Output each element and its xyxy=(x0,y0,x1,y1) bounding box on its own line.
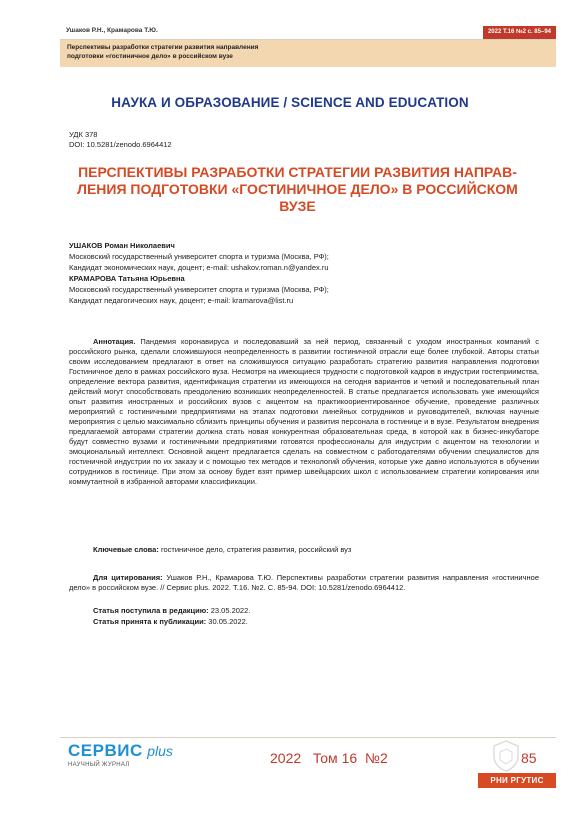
author-degree-email: Кандидат экономических наук, доцент; e-mail: ushakov.roman.n@yandex.ru xyxy=(69,263,329,272)
abstract xyxy=(69,337,539,487)
author-affiliation: Московский государственный университет спорта и туризма (Москва, РФ); xyxy=(69,252,329,261)
keywords-text: гостиничное дело, стратегия развития, российский вуз xyxy=(158,545,352,554)
udk-code: УДК 378 xyxy=(69,130,98,139)
header-authors: Ушаков Р.Н., Крамарова Т.Ю. xyxy=(66,27,158,34)
identifiers xyxy=(69,130,172,150)
citation-label: Для цитирования: xyxy=(93,573,163,582)
abstract-text: Пандемия коронавируса и последовавший за ней период, связанный с уходом иностранных компаний с российского рынка, сделали сложившуюся неопределенность в развитии гостиничной отрасли еще более глубокой. Авторы статьи своим исследованием предлагают в ответ на сложившуюся ситуацию разработать стратегию развития направления подготовки Гостиничное дело в рамках российского вуза. Несмотря на имеющиеся трудности с подготовкой кадров в индустрии гостеприимства, определение вектора развития, идентификация стратегии из имеющихся на сегодня вариантов и четкий и последовательный план действий могут способствовать преодолению возникших неопределенностей. В статье предлагается использовать уже имеющийся опыт развития иностранных и российских вузов с акцентом на практикоориентированное обучение, проведение различных мероприятий с гостиничными предприятиями на этапах подготовки линейных сотрудников и руководителей, включая научные мероприятия с целью максимально сблизить принципы обучения и развития персонала в гостинице и в вузе. Результатом внедрения предлагаемой авторами стратегии должна стать новая конкурентная образовательная среда, в которой как в бизнес-инкубаторе будут совместно вузами и гостиничными предприятиями готовятся профессионалы для индустрии с акцентом на технологии и эмоциональный интеллект. Основной акцент предлагается сделать на совместном с работодателями обучении специалистов для гостиничной индустрии по их заказу и с помощью тех методов и технологий обучения, которые уже давно используются в обучении сотрудников в гостинице. При этом за основу будет взят пример швейцарских школ с использованием стратегии копирования или коммутантной в избранной авторами классификации. xyxy=(69,337,539,486)
publisher-badge: РНИ РГУТИС xyxy=(478,773,556,788)
accepted-label: Статья принята к публикации: xyxy=(93,617,207,626)
running-title-line-1: Перспективы разработки стратегии развития направления xyxy=(67,44,259,51)
received-label: Статья поступила в редакцию: xyxy=(93,606,209,615)
logo-brand: СЕРВИС xyxy=(68,741,143,760)
footer-divider xyxy=(60,737,556,738)
footer-issue-info: 2022 Том 16 №2 xyxy=(270,750,388,766)
running-title-band xyxy=(60,40,556,67)
header-issue-badge: 2022 Т.16 №2 с. 85–94 xyxy=(483,26,556,39)
keywords xyxy=(93,545,533,555)
received-date: 23.05.2022. xyxy=(208,606,251,615)
author-degree-email: Кандидат педагогических наук, доцент; e-mail: kramarova@list.ru xyxy=(69,296,294,305)
article-dates xyxy=(93,605,250,627)
logo-plus: plus xyxy=(147,743,173,759)
citation xyxy=(69,573,539,593)
author-name: УШАКОВ Роман Николаевич xyxy=(69,241,175,250)
received-date-line xyxy=(93,605,250,616)
page-number: 85 xyxy=(521,750,537,766)
title-line-1: ПЕРСПЕКТИВЫ РАЗРАБОТКИ СТРАТЕГИИ РАЗВИТИЯ НАПРАВ- xyxy=(78,164,517,180)
citation-text: Ушаков Р.Н., Крамарова Т.Ю. Перспективы разработки стратегии развития направления «гостиничное дело» в российском вузе. // Сервис plus. 2022. Т.16. №2. С. 85-94. DOI: 10.5281/zenodo.6964412. xyxy=(69,573,539,592)
running-title-line-2: подготовки «гостиничное дело» в российском вузе xyxy=(67,53,233,60)
title-line-2: ЛЕНИЯ ПОДГОТОВКИ «ГОСТИНИЧНОЕ ДЕЛО» В РОССИЙСКОМ xyxy=(77,181,518,197)
abstract-label: Аннотация. xyxy=(93,337,136,346)
title-line-3: ВУЗЕ xyxy=(279,198,316,214)
author-list xyxy=(69,240,509,306)
university-crest-icon xyxy=(492,740,520,772)
running-title xyxy=(67,43,367,61)
accepted-date-line xyxy=(93,616,250,627)
journal-logo xyxy=(68,741,173,768)
keywords-label: Ключевые слова: xyxy=(93,545,159,554)
logo-subtitle: НАУЧНЫЙ ЖУРНАЛ xyxy=(68,762,130,768)
section-heading: НАУКА И ОБРАЗОВАНИЕ / SCIENCE AND EDUCATION xyxy=(111,95,469,110)
accepted-date: 30.05.2022. xyxy=(206,617,248,626)
article-title xyxy=(70,164,525,215)
doi: DOI: 10.5281/zenodo.6964412 xyxy=(69,140,172,149)
author-name: КРАМАРОВА Татьяна Юрьевна xyxy=(69,274,185,283)
author-affiliation: Московский государственный университет спорта и туризма (Москва, РФ); xyxy=(69,285,329,294)
running-header xyxy=(60,26,556,40)
